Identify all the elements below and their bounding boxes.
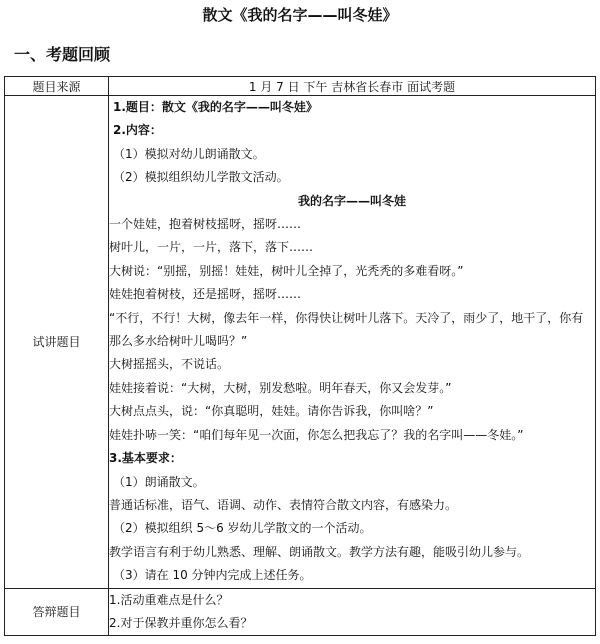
answer-question: 1.活动重难点是什么？ [109, 592, 229, 607]
trial-line: （1）朗诵散文。 [113, 474, 205, 489]
source-value: 1 月 7 日 下午 吉林省长春市 面试考题 [109, 77, 596, 96]
source-row [5, 77, 596, 96]
trial-line: （1）模拟对幼儿朗诵散文。 [113, 146, 265, 161]
source-label: 题目来源 [5, 77, 109, 96]
answer-label: 答辩题目 [5, 588, 109, 635]
answer-question: 2.对于保教并重你怎么看？ [109, 615, 253, 630]
trial-line: 娃娃扑哧一笑：“咱们每年见一次面，你怎么把我忘了？我的名字叫——冬娃。” [109, 427, 524, 442]
trial-line: 2.内容： [113, 123, 162, 138]
trial-line: 大树摇摇头，不说话。 [109, 357, 230, 372]
section-heading: 一、考题回顾 [14, 45, 111, 64]
trial-row [5, 96, 596, 589]
trial-line: 一个娃娃，抱着树枝摇呀，摇呀…… [109, 217, 302, 232]
trial-line: 教学语言有利于幼儿熟悉、理解、朗诵散文。教学方法有趣，能吸引幼儿参与。 [109, 544, 530, 559]
trial-line: （2）模拟组织幼儿学散文活动。 [113, 170, 289, 185]
trial-line: 大树点点头，说：“你真聪明，娃娃。请你告诉我，你叫啥？” [109, 404, 434, 419]
trial-line: （3）请在 10 分钟内完成上述任务。 [113, 568, 312, 583]
answer-row [5, 588, 596, 635]
trial-line: 娃娃接着说：“大树，大树，别发愁啦。明年春天，你又会发芽。” [109, 380, 452, 395]
exam-table [4, 76, 596, 636]
trial-line: “不行，不行！大树，像去年一样，你得快让树叶儿落下。天冷了，雨少了，地干了，你有那么多水给树叶儿喝吗？” [109, 310, 584, 349]
trial-content [109, 96, 596, 589]
trial-line: 树叶儿，一片，一片，落下，落下…… [109, 240, 314, 255]
trial-label: 试讲题目 [5, 96, 109, 589]
trial-line: （2）模拟组织 5～6 岁幼儿学散文的一个活动。 [113, 521, 372, 536]
trial-line: 1.题目：散文《我的名字——叫冬娃》 [113, 100, 318, 114]
document-title: 散文《我的名字——叫冬娃》 [202, 6, 398, 24]
trial-line: 3.基本要求： [109, 451, 182, 466]
answer-content [109, 588, 596, 635]
trial-line: 娃娃抱着树枝，还是摇呀，摇呀…… [109, 287, 302, 302]
poem-title: 我的名字——叫冬娃 [297, 193, 406, 208]
trial-line: 普通话标准，语气、语调、动作、表情符合散文内容，有感染力。 [109, 497, 458, 512]
trial-line: 大树说：“别摇，别摇！娃娃，树叶儿全掉了，光秃秃的多难看呀。” [109, 263, 464, 278]
